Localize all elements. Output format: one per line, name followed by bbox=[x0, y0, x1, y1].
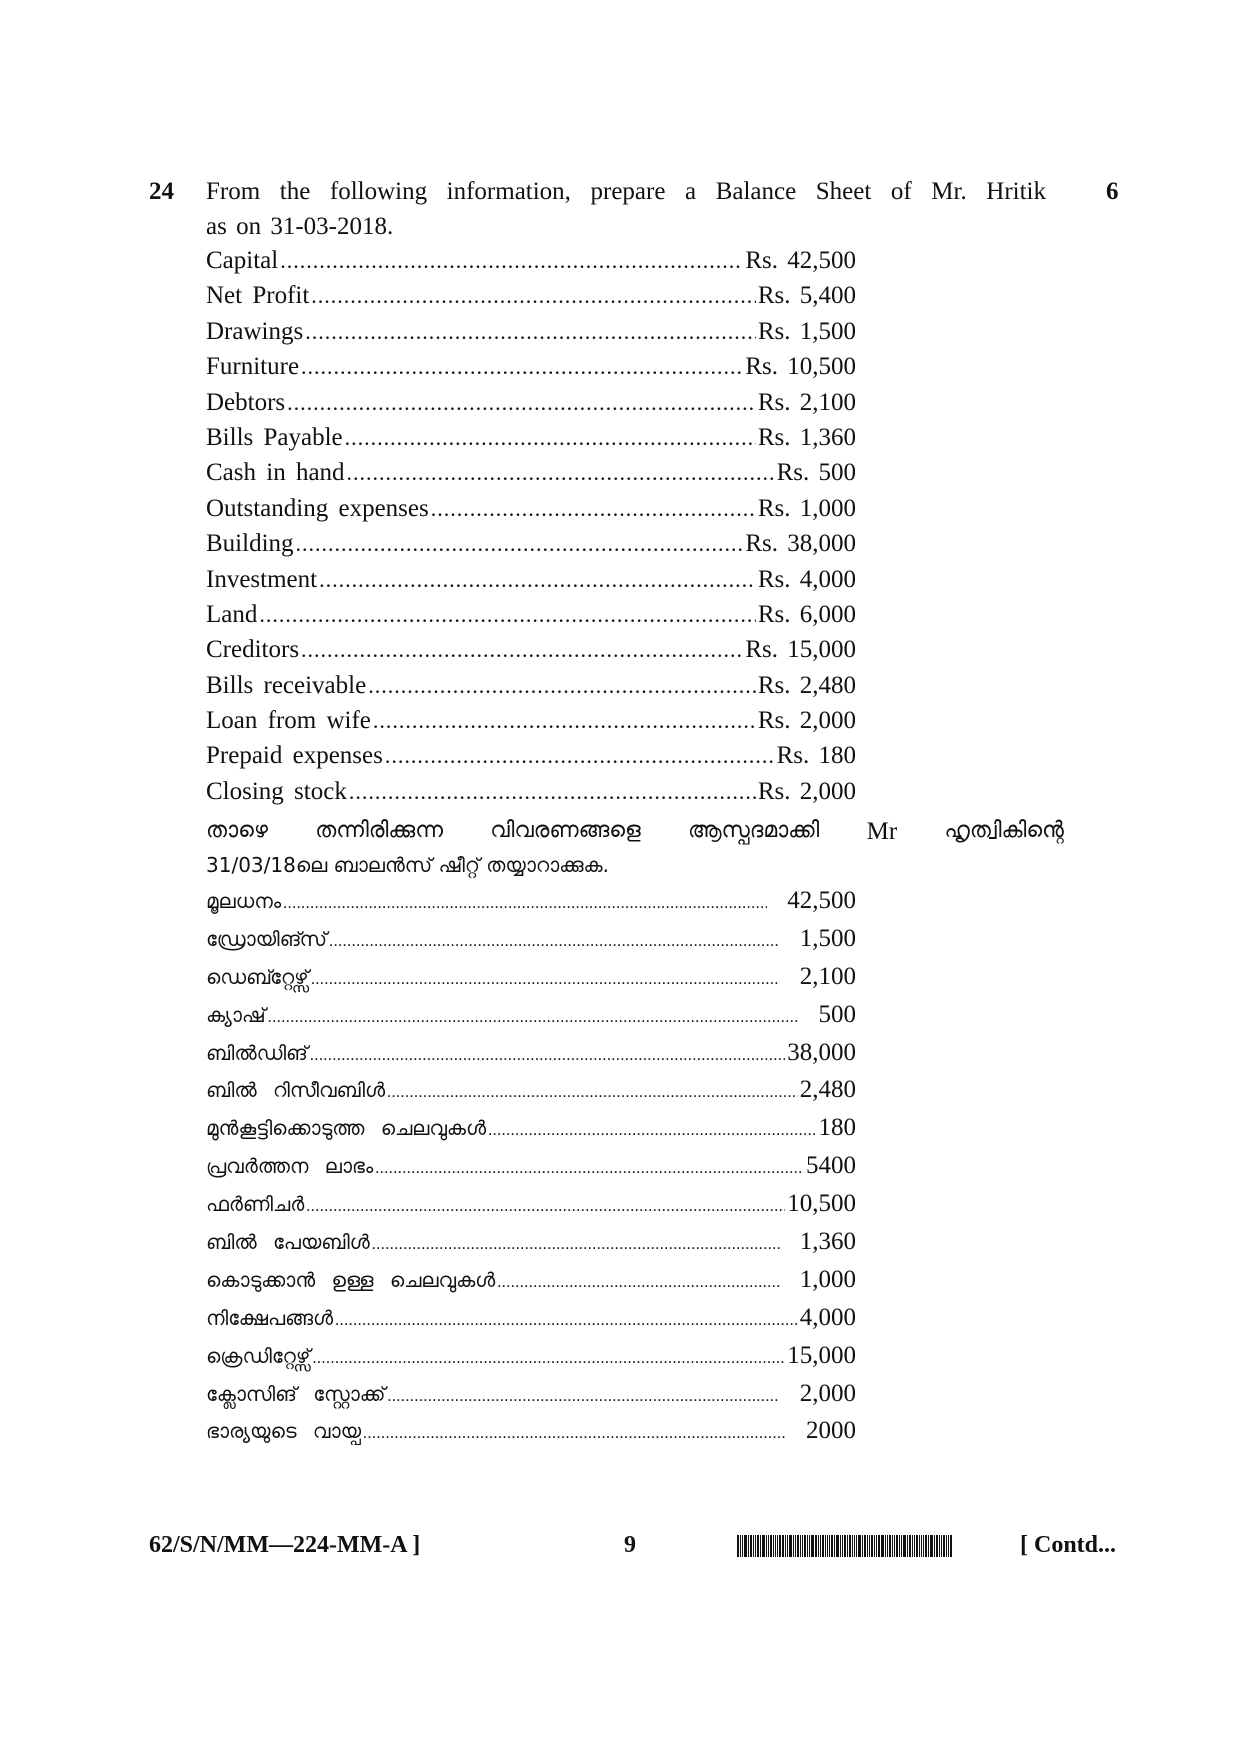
item-label: ബിൽ റിസീവബിൾ bbox=[206, 1078, 386, 1103]
barcode-bar bbox=[854, 1535, 855, 1557]
instruction-word: ഹൃത്വികിന്റെ bbox=[944, 818, 1064, 843]
instruction-word: വിവരണങ്ങളെ bbox=[490, 818, 641, 843]
barcode-bar bbox=[914, 1535, 915, 1557]
barcode-bar bbox=[787, 1535, 788, 1557]
barcode-bar bbox=[797, 1535, 799, 1557]
item-label: ബിൽഡിങ് bbox=[206, 1040, 308, 1065]
list-item bbox=[206, 530, 856, 565]
item-label: നിക്ഷേപങ്ങൾ bbox=[206, 1305, 334, 1330]
item-amount: 15,000 bbox=[787, 1341, 856, 1369]
barcode-bar bbox=[928, 1535, 929, 1557]
barcode-bar bbox=[737, 1535, 739, 1557]
item-amount: Rs. 15,000 bbox=[745, 636, 856, 664]
barcode-bar bbox=[802, 1535, 803, 1557]
item-amount: 1,000 bbox=[799, 1265, 856, 1293]
barcode-bar bbox=[829, 1535, 830, 1557]
item-label: മൂലധനം bbox=[206, 889, 282, 913]
item-amount: Rs. 500 bbox=[776, 459, 856, 487]
barcode-bar bbox=[744, 1535, 747, 1557]
dot-leader bbox=[497, 1274, 780, 1292]
barcode-bar bbox=[760, 1535, 761, 1557]
dot-leader bbox=[301, 637, 743, 663]
item-amount: 38,000 bbox=[787, 1038, 856, 1066]
dot-leader bbox=[368, 673, 756, 699]
dot-leader bbox=[385, 743, 775, 769]
barcode-bar bbox=[804, 1535, 806, 1557]
list-item bbox=[206, 1152, 856, 1190]
dot-leader bbox=[296, 531, 744, 557]
list-item bbox=[206, 282, 856, 317]
dot-leader bbox=[311, 971, 780, 989]
list-item bbox=[206, 1001, 856, 1039]
barcode-bar bbox=[881, 1535, 884, 1557]
dot-leader bbox=[283, 895, 767, 913]
english-items-list bbox=[206, 247, 856, 813]
marks-label: 6 bbox=[1106, 178, 1119, 205]
barcode-bar bbox=[770, 1535, 772, 1557]
item-amount: Rs. 180 bbox=[776, 742, 856, 770]
barcode-bar bbox=[842, 1535, 843, 1557]
dot-leader bbox=[372, 1236, 780, 1254]
list-item bbox=[206, 353, 856, 388]
dot-leader bbox=[373, 708, 756, 734]
item-label: Creditors bbox=[206, 636, 300, 664]
barcode-bar bbox=[876, 1535, 877, 1557]
barcode-bar bbox=[862, 1535, 863, 1557]
item-label: മുൻകൂട്ടിക്കൊടുത്ത ചെലവുകൾ bbox=[206, 1116, 487, 1141]
barcode-bar bbox=[779, 1535, 781, 1557]
list-item bbox=[206, 672, 856, 707]
barcode-bar bbox=[775, 1535, 776, 1557]
barcode-bar bbox=[820, 1535, 821, 1557]
list-item bbox=[206, 1380, 856, 1418]
dot-leader bbox=[310, 1047, 785, 1065]
dot-leader bbox=[347, 460, 775, 486]
item-label: Bills Payable bbox=[206, 423, 343, 451]
item-label: Cash in hand bbox=[206, 459, 345, 487]
item-label: Capital bbox=[206, 247, 279, 274]
item-amount: Rs. 6,000 bbox=[757, 600, 856, 628]
item-amount: 2000 bbox=[806, 1417, 856, 1445]
barcode-bar bbox=[800, 1535, 801, 1557]
barcode-bar bbox=[815, 1535, 817, 1557]
barcode-bar bbox=[849, 1535, 851, 1557]
barcode-bar bbox=[930, 1535, 933, 1557]
item-amount: Rs. 38,000 bbox=[745, 530, 856, 558]
barcode-bar bbox=[948, 1535, 949, 1557]
barcode-bar bbox=[878, 1535, 880, 1557]
barcode-bar bbox=[936, 1535, 938, 1557]
list-item bbox=[206, 566, 856, 601]
dot-leader bbox=[280, 248, 743, 274]
barcode-bar bbox=[807, 1535, 808, 1557]
barcode-bar bbox=[916, 1535, 918, 1557]
list-item bbox=[206, 707, 856, 742]
barcode-bar bbox=[825, 1535, 826, 1557]
list-item bbox=[206, 1190, 856, 1228]
barcode-bar bbox=[740, 1535, 741, 1557]
barcode-bar bbox=[901, 1535, 902, 1557]
item-amount: 42,500 bbox=[787, 887, 856, 914]
barcode-bar bbox=[836, 1535, 839, 1557]
list-item bbox=[206, 424, 856, 459]
barcode-bar bbox=[856, 1535, 857, 1557]
dot-leader bbox=[488, 1122, 816, 1140]
dot-leader bbox=[305, 319, 756, 345]
barcode-bar bbox=[896, 1535, 898, 1557]
item-amount: Rs. 2,000 bbox=[757, 777, 856, 805]
question-text-line1: From the following information, prepare a Balance Sheet of Mr. Hritik bbox=[206, 178, 1046, 205]
list-item bbox=[206, 636, 856, 671]
barcode-bar bbox=[909, 1535, 911, 1557]
barcode-bar bbox=[742, 1535, 743, 1557]
item-amount: Rs. 42,500 bbox=[745, 247, 856, 274]
instruction-word: ആസ്പദമാക്കി bbox=[688, 818, 820, 843]
list-item bbox=[206, 1076, 856, 1114]
item-label: Building bbox=[206, 530, 294, 558]
item-amount: 1,360 bbox=[799, 1228, 856, 1256]
barcode-bar bbox=[809, 1535, 810, 1557]
item-amount: Rs. 1,000 bbox=[757, 494, 856, 522]
barcode-bar bbox=[766, 1535, 767, 1557]
barcode-bar bbox=[827, 1535, 828, 1557]
barcode-bar bbox=[757, 1535, 759, 1557]
dot-leader bbox=[311, 283, 756, 309]
barcode-bar bbox=[785, 1535, 786, 1557]
item-amount: 1,500 bbox=[799, 924, 856, 952]
item-amount: 180 bbox=[818, 1114, 856, 1142]
dot-leader bbox=[319, 567, 756, 593]
barcode-bar bbox=[919, 1535, 920, 1557]
barcode-bar bbox=[867, 1535, 868, 1557]
barcode-bar bbox=[755, 1535, 756, 1557]
list-item bbox=[206, 963, 856, 1001]
dot-leader bbox=[306, 1198, 785, 1216]
barcode-bar bbox=[869, 1535, 870, 1557]
paper-code: 62/S/N/MM—224-MM-A ] bbox=[149, 1532, 421, 1558]
item-label: ഫർണിചർ bbox=[206, 1192, 305, 1217]
item-label: Drawings bbox=[206, 317, 304, 345]
barcode-bar bbox=[847, 1535, 848, 1557]
list-item bbox=[206, 459, 856, 494]
barcode-bar bbox=[748, 1535, 749, 1557]
item-amount: 2,480 bbox=[799, 1076, 856, 1104]
barcode-bar bbox=[864, 1535, 866, 1557]
barcode-bar bbox=[768, 1535, 769, 1557]
list-item bbox=[206, 742, 856, 777]
barcode-bar bbox=[773, 1535, 774, 1557]
barcode-bar bbox=[923, 1535, 924, 1557]
item-amount: 4,000 bbox=[799, 1303, 856, 1331]
barcode-bar bbox=[795, 1535, 796, 1557]
barcode-bar bbox=[789, 1535, 792, 1557]
item-label: Outstanding expenses bbox=[206, 494, 429, 522]
dot-leader bbox=[345, 425, 756, 451]
dot-leader bbox=[259, 602, 755, 628]
dot-leader bbox=[287, 390, 756, 416]
question-text-line2: as on 31-03-2018. bbox=[206, 213, 394, 240]
list-item bbox=[206, 247, 856, 282]
item-amount: 2,000 bbox=[799, 1379, 856, 1407]
malayalam-instruction-line1 bbox=[206, 818, 1064, 846]
item-label: ക്ലോസിങ് സ്റ്റോക്ക് bbox=[206, 1381, 386, 1406]
list-item bbox=[206, 1417, 856, 1455]
barcode-bar bbox=[811, 1535, 814, 1557]
barcode-bar bbox=[750, 1535, 752, 1557]
item-label: ഡെബ്റ്റേഴ്സ് bbox=[206, 964, 309, 989]
barcode-bar bbox=[934, 1535, 935, 1557]
instruction-word: Mr bbox=[866, 818, 898, 845]
barcode-bar bbox=[840, 1535, 841, 1557]
dot-leader bbox=[268, 1009, 799, 1027]
list-item bbox=[206, 778, 856, 813]
barcode-bar bbox=[950, 1535, 952, 1557]
item-label: ഡ്രോയിങ്സ് bbox=[206, 926, 328, 951]
item-label: Closing stock bbox=[206, 777, 347, 805]
item-label: ഭാര്യയുടെ വായ്പ bbox=[206, 1419, 362, 1444]
barcode-bar bbox=[943, 1535, 945, 1557]
barcode-bar bbox=[818, 1535, 819, 1557]
item-label: Debtors bbox=[206, 388, 286, 416]
contd-label: [ Contd... bbox=[1020, 1532, 1117, 1558]
list-item bbox=[206, 1228, 856, 1266]
barcode-bar bbox=[941, 1535, 942, 1557]
instruction-word: തന്നിരിക്കുന്ന bbox=[315, 818, 443, 843]
item-label: Furniture bbox=[206, 353, 300, 381]
barcode-bar bbox=[831, 1535, 833, 1557]
barcode-bar bbox=[946, 1535, 947, 1557]
dot-leader bbox=[301, 354, 743, 380]
item-label: ക്രെഡിറ്റേഴ്സ് bbox=[206, 1343, 311, 1368]
list-item bbox=[206, 318, 856, 353]
item-amount: Rs. 5,400 bbox=[757, 282, 856, 310]
barcode-bar bbox=[887, 1535, 888, 1557]
barcode-bar bbox=[889, 1535, 891, 1557]
dot-leader bbox=[363, 1425, 786, 1443]
list-item bbox=[206, 925, 856, 963]
instruction-word: താഴെ bbox=[206, 818, 268, 843]
page-number: 9 bbox=[624, 1532, 636, 1558]
barcode-bar bbox=[762, 1535, 765, 1557]
dot-leader bbox=[375, 1160, 804, 1178]
item-amount: 500 bbox=[818, 1000, 856, 1028]
item-amount: 10,500 bbox=[787, 1190, 856, 1218]
barcode-bar bbox=[894, 1535, 895, 1557]
barcode-bar bbox=[939, 1535, 940, 1557]
item-amount: 5400 bbox=[806, 1152, 856, 1180]
list-item bbox=[206, 1266, 856, 1304]
list-item bbox=[206, 1039, 856, 1077]
question-number: 24 bbox=[149, 178, 174, 205]
item-label: Net Profit bbox=[206, 282, 310, 310]
item-label: ക്യാഷ് bbox=[206, 1002, 266, 1027]
item-amount: Rs. 2,480 bbox=[757, 671, 856, 699]
barcode-bar bbox=[777, 1535, 778, 1557]
barcode-bar bbox=[834, 1535, 835, 1557]
item-label: Land bbox=[206, 600, 258, 628]
dot-leader bbox=[431, 496, 756, 522]
list-item bbox=[206, 1304, 856, 1342]
list-item bbox=[206, 601, 856, 636]
malayalam-instruction-line2: 31/03/18ലെ ബാലൻസ് ഷീറ്റ് തയ്യാറാക്കുക. bbox=[206, 853, 609, 877]
barcode-bar bbox=[874, 1535, 875, 1557]
item-label: Prepaid expenses bbox=[206, 742, 383, 770]
barcode-bar bbox=[793, 1535, 794, 1557]
dot-leader bbox=[335, 1312, 798, 1330]
item-label: പ്രവർത്തന ലാഭം bbox=[206, 1154, 374, 1179]
barcode-bar bbox=[753, 1535, 754, 1557]
list-item bbox=[206, 1342, 856, 1380]
item-amount: Rs. 2,100 bbox=[757, 388, 856, 416]
dot-leader bbox=[312, 1350, 785, 1368]
barcode-bar bbox=[925, 1535, 927, 1557]
item-amount: Rs. 2,000 bbox=[757, 707, 856, 735]
item-amount: 2,100 bbox=[799, 962, 856, 990]
barcode-bar bbox=[885, 1535, 886, 1557]
barcode-bar bbox=[782, 1535, 784, 1557]
dot-leader bbox=[329, 933, 780, 951]
dot-leader bbox=[387, 1388, 779, 1406]
dot-leader bbox=[349, 779, 756, 805]
barcode-bar bbox=[921, 1535, 922, 1557]
malayalam-items-list bbox=[206, 887, 856, 1455]
dot-leader bbox=[387, 1084, 798, 1102]
list-item bbox=[206, 887, 856, 925]
barcode-bar bbox=[903, 1535, 906, 1557]
item-amount: Rs. 10,500 bbox=[745, 353, 856, 381]
list-item bbox=[206, 1114, 856, 1152]
item-label: കൊടുക്കാൻ ഉള്ള ചെലവുകൾ bbox=[206, 1267, 496, 1292]
barcode-bar bbox=[852, 1535, 853, 1557]
item-amount: Rs. 4,000 bbox=[757, 565, 856, 593]
item-amount: Rs. 1,360 bbox=[757, 423, 856, 451]
barcode-bar bbox=[907, 1535, 908, 1557]
barcode-bar bbox=[871, 1535, 873, 1557]
barcode-bar bbox=[822, 1535, 824, 1557]
list-item bbox=[206, 495, 856, 530]
barcode-bar bbox=[892, 1535, 893, 1557]
list-item bbox=[206, 389, 856, 424]
barcode-bar bbox=[912, 1535, 913, 1557]
item-label: ബിൽ പേയബിൾ bbox=[206, 1230, 370, 1255]
item-label: Bills receivable bbox=[206, 671, 367, 699]
item-amount: Rs. 1,500 bbox=[757, 317, 856, 345]
barcode-bar bbox=[844, 1535, 846, 1557]
barcode-bar bbox=[899, 1535, 900, 1557]
barcode-bar bbox=[858, 1535, 861, 1557]
item-label: Investment bbox=[206, 565, 318, 593]
item-label: Loan from wife bbox=[206, 707, 371, 735]
barcode-icon bbox=[737, 1535, 991, 1557]
